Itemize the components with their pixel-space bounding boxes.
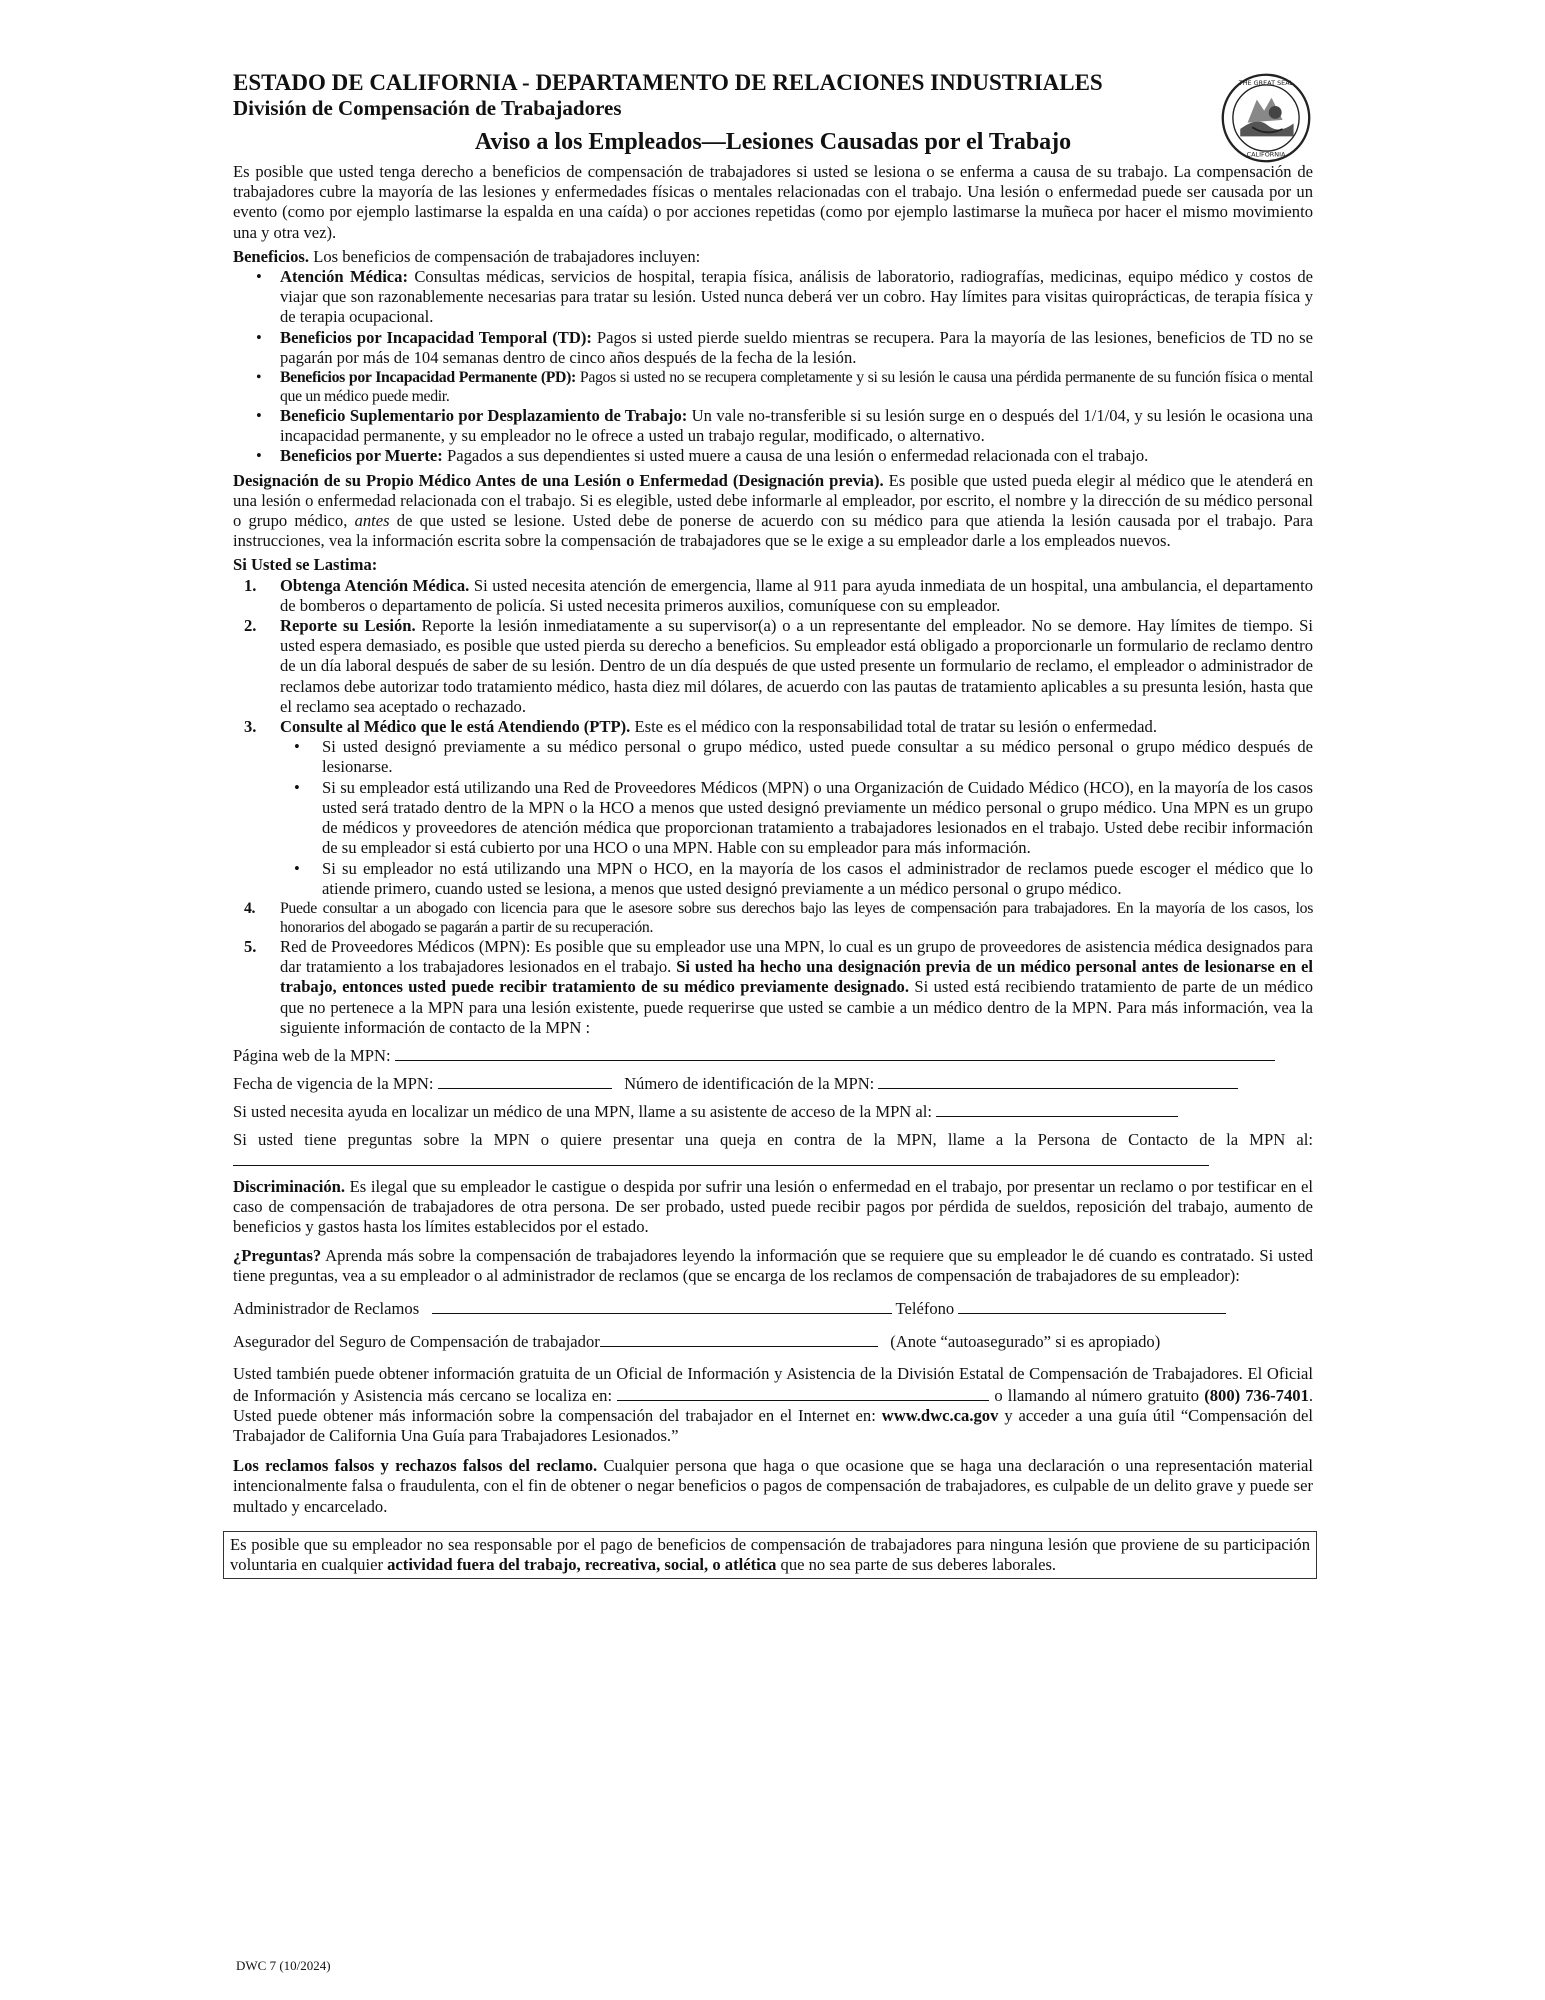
step-text: Si usted necesita atención de emergencia, llame al 911 para ayuda inmediata de un hospital, una ambulancia, el departamento de bomberos o departamento de policía. Si usted necesita primeros auxilios, comuníquese con su empleador. <box>280 575 1313 615</box>
agency-header: ESTADO DE CALIFORNIA - DEPARTAMENTO DE RELACIONES INDUSTRIALES <box>233 70 1103 95</box>
insurer-field[interactable] <box>600 1331 878 1347</box>
svg-text:THE GREAT SEAL: THE GREAT SEAL <box>1238 78 1294 87</box>
mpn-date-row <box>233 1073 1313 1094</box>
mpn-id-label: Número de identificación de la MPN: <box>624 1074 875 1094</box>
insurer-note: (Anote “autoasegurado” si es apropiado) <box>890 1332 1161 1352</box>
discrimination-heading: Discriminación. <box>233 1176 345 1196</box>
step-number: 1. <box>244 575 257 595</box>
ptp-bullet: • Si su empleador está utilizando una Red de Proveedores Médicos (MPN) o una Organización de Cuidado Médico (HCO), en la mayoría de los casos usted será tratado dentro de la MPN o la HCO a menos que usted designó previamente un médico personal o grupo médico. Una MPN es un grupo de médicos y proveedores de atención médica que proporcionan tratamiento a trabajadores lesionados en el trabajo. Usted debe recibir información de su empleador si está cubierto por una HCO o una MPN. Hable con su empleador para más información. <box>322 778 1313 859</box>
info-officer-text: . Usted puede obtener más información sobre la compensación del trabajador en el Internet en: <box>233 1385 1314 1425</box>
info-officer-phone: (800) 736-7401 <box>1204 1385 1309 1405</box>
box-text-part: que no sea parte de sus deberes laborales. <box>780 1554 1057 1574</box>
step-number: 3. <box>244 717 257 737</box>
step-item <box>244 936 1314 1038</box>
step-label: Obtenga Atención Médica. <box>280 575 470 595</box>
mpn-contact-label: Si usted tiene preguntas sobre la MPN o quiere presentar una queja en contra de la MPN, llame a la Persona de Contacto de la MPN al: <box>233 1129 1313 1149</box>
predesignation-emphasis: antes <box>354 511 390 531</box>
dwc-website-link[interactable]: www.dwc.ca.gov <box>881 1405 999 1425</box>
step-bold-text: Si usted ha hecho una designación previa de un médico personal antes de lesionarse en el trabajo, entonces usted puede recibir tratamiento de su médico previamente designado. <box>280 957 1313 997</box>
insurer-label: Asegurador del Seguro de Compensación de trabajador <box>233 1332 600 1352</box>
info-officer-text: Usted también puede obtener información gratuita de un Oficial de Información y Asistencia de la División Estatal de Compensación de Trabajadores. El Oficial de Información y Asistencia más cercano se localiza en: <box>233 1364 1313 1405</box>
questions-heading: ¿Preguntas? <box>233 1245 322 1265</box>
fraud-paragraph <box>233 1456 1313 1517</box>
mpn-date-field[interactable] <box>438 1073 612 1089</box>
claims-admin-field[interactable] <box>432 1298 892 1314</box>
benefit-item <box>280 406 1313 446</box>
benefits-heading: Beneficios. <box>233 246 310 266</box>
mpn-id-field[interactable] <box>878 1073 1238 1089</box>
questions-paragraph <box>233 1246 1313 1286</box>
benefit-label: Beneficios por Incapacidad Permanente (PD): <box>280 369 576 387</box>
mpn-website-row <box>233 1045 1313 1066</box>
questions-text: Aprenda más sobre la compensación de trabajadores leyendo la información que se requiere que su empleador le dé cuando es contratado. Si usted tiene preguntas, vea a su empleador o al administrador de reclamos (que se encarga de los reclamos de compensación de trabajadores de su empleador): <box>233 1245 1313 1285</box>
box-text-part: Es posible que su empleador no sea responsable por el pago de beneficios de compensación de trabajadores para ninguna lesión que proviene de su participación voluntaria en cualquier <box>230 1534 1310 1574</box>
mpn-access-field[interactable] <box>936 1101 1178 1117</box>
benefit-label: Atención Médica: <box>280 267 408 287</box>
mpn-contact-row <box>233 1130 1313 1171</box>
info-officer-location-field[interactable] <box>617 1385 989 1401</box>
predesignation-heading: Designación de su Propio Médico Antes de una Lesión o Enfermedad (Designación previa). <box>233 470 884 490</box>
step-item <box>244 717 1313 899</box>
intro-paragraph: Es posible que usted tenga derecho a beneficios de compensación de trabajadores si usted se lesiona o se enferma a causa de su trabajo. La compensación de trabajadores cubre la mayoría de las lesiones y enfermedades físicas o mentales relacionadas con el trabajo. Una lesión o enfermedad puede ser causada por un evento (como por ejemplo lastimarse la espalda en una caída) o por acciones repetidas (como por ejemplo lastimarse la muñeca por hacer el mismo movimiento una y otra vez). <box>233 162 1313 242</box>
step-item <box>244 899 1313 937</box>
benefit-label: Beneficio Suplementario por Desplazamiento de Trabajo: <box>280 406 688 426</box>
insurer-row <box>233 1331 1313 1352</box>
svg-text:CALIFORNIA: CALIFORNIA <box>1246 150 1286 159</box>
benefits-lead <box>233 247 1313 267</box>
if-injured-heading <box>233 555 1313 575</box>
ptp-bullet: • Si usted designó previamente a su médico personal o grupo médico, usted puede consultar a su médico personal o grupo médico después de lesionarse. <box>322 737 1313 777</box>
mpn-contact-field[interactable] <box>233 1150 1209 1166</box>
discrimination-text: Es ilegal que su empleador le castigue o despida por sufrir una lesión o enfermedad en el trabajo, por presentar un reclamo o por testificar en el caso de compensación de trabajadores de otra persona. De ser probado, usted puede recibir pagos por pérdida de sueldos, reposición del trabajo, aumento de beneficios y gastos hasta los límites establecidos por el estado. <box>233 1176 1313 1237</box>
step-label: Consulte al Médico que le está Atendiendo (PTP). <box>280 717 631 737</box>
notice-page <box>230 70 1314 1579</box>
recreational-activity-box <box>223 1531 1317 1579</box>
phone-label: Teléfono <box>895 1298 955 1318</box>
info-officer-paragraph <box>233 1364 1313 1446</box>
benefit-item <box>280 328 1313 368</box>
benefit-text: Consultas médicas, servicios de hospital, terapia física, análisis de laboratorio, radiografías, medicinas, equipo médico y costos de viajar que son razonablemente necesarias para tratar su lesión. Usted nunca deberá ver un cobro. Hay límites para visitas quiroprácticas, de terapia física y de terapia ocupacional. <box>280 267 1313 327</box>
steps-list <box>233 576 1313 1038</box>
step-item <box>244 616 1314 717</box>
claims-admin-row <box>233 1298 1313 1319</box>
step-item <box>244 575 1313 616</box>
step-text: Si usted está recibiendo tratamiento de parte de un médico que no pertenece a la MPN para una lesión existente, puede requerirse que usted se cambie a un médico dentro de la MPN. Para más información, vea la siguiente información de contacto de la MPN : <box>280 977 1314 1037</box>
step-number: 5. <box>244 936 257 956</box>
benefits-lead-text: Los beneficios de compensación de trabajadores incluyen: <box>313 246 701 266</box>
mpn-website-field[interactable] <box>395 1045 1275 1061</box>
info-officer-text: o llamando al número gratuito <box>994 1385 1200 1405</box>
benefit-item <box>280 368 1313 406</box>
mpn-access-label: Si usted necesita ayuda en localizar un médico de una MPN, llame a su asistente de acceso de la MPN al: <box>233 1102 933 1122</box>
form-number: DWC 7 (10/2024) <box>236 1958 331 1973</box>
step-text: Reporte la lesión inmediatamente a su supervisor(a) o a un representante del empleador. No se demore. Hay límites de tiempo. Si usted espera demasiado, es posible que usted pierda su derecho a beneficios. Su empleador está obligado a proporcionarle un formulario de reclamo dentro de un día laboral después de saber de su lesión. Dentro de un día después de que usted presente un formulario de reclamo, el empleador o administrador de reclamos debe autorizar todo tratamiento médico, hasta diez mil dólares, de acuerdo con las pautas de tratamiento aplicables a su presunta lesión, hasta que el reclamo sea aceptado o rechazado. <box>280 616 1314 716</box>
benefit-label: Beneficios por Incapacidad Temporal (TD): <box>280 327 592 347</box>
discrimination-paragraph <box>233 1177 1313 1238</box>
step-text: Este es el médico con la responsabilidad total de tratar su lesión o enfermedad. <box>634 717 1157 737</box>
predesignation-text: Es posible que usted pueda elegir al médico que le atenderá en una lesión o enfermedad relacionada con el trabajo. Si es elegible, usted debe informarle al empleador, por escrito, el nombre y la dirección de su médico personal o grupo médico, <box>233 470 1314 531</box>
step-text: Puede consultar a un abogado con licencia para que le asesore sobre sus derechos bajo las leyes de compensación para trabajadores. En la mayoría de los casos, los honorarios del abogado se pagarán a partir de su recuperación. <box>280 899 1313 936</box>
benefit-item <box>280 446 1313 466</box>
step-text: Red de Proveedores Médicos (MPN): Es posible que su empleador use una MPN, lo cual es un grupo de proveedores de asistencia médica designados para dar tratamiento a los trabajadores lesionados en el trabajo. <box>280 936 1313 977</box>
phone-field[interactable] <box>958 1298 1226 1314</box>
predesignation-paragraph <box>233 471 1313 552</box>
info-officer-text: y acceder a una guía útil “Compensación del Trabajador de California Una Guía para Trabajadores Lesionados.” <box>233 1405 1314 1445</box>
benefit-label: Beneficios por Muerte: <box>280 446 443 466</box>
ptp-bullets <box>280 737 1313 899</box>
claims-admin-label: Administrador de Reclamos <box>233 1298 420 1318</box>
step-number: 2. <box>244 616 257 636</box>
division-header: División de Compensación de Trabajadores <box>233 96 622 120</box>
mpn-date-label: Fecha de vigencia de la MPN: <box>233 1074 434 1094</box>
benefit-text: Pagos si usted pierde sueldo mientras se recupera. Para la mayoría de las lesiones, beneficios de TD no se pagarán por más de 104 semanas dentro de cinco años después de la fecha de la lesión. <box>280 327 1313 367</box>
if-injured-heading-text: Si Usted se Lastima: <box>233 555 378 575</box>
predesignation-text: de que usted se lesione. Usted debe de ponerse de acuerdo con su médico para que atienda la lesión causada por el trabajo. Para instrucciones, vea la información escrita sobre la compensación de trabajadores que se le exige a su empleador darle a los empleados nuevos. <box>233 511 1313 551</box>
benefit-text: Pagados a sus dependientes si usted muere a causa de una lesión o enfermedad relacionada con el trabajo. <box>446 446 1149 466</box>
box-text <box>230 1535 1310 1575</box>
benefit-item <box>280 267 1313 328</box>
page-title: Aviso a los Empleados—Lesiones Causadas por el Trabajo <box>474 129 1072 155</box>
benefits-list <box>233 267 1313 467</box>
step-number: 4. <box>244 899 256 917</box>
box-bold-text: actividad fuera del trabajo, recreativa, social, o atlética <box>387 1554 777 1574</box>
benefit-text: Pagos si usted no se recupera completamente y si su lesión le causa una pérdida permanente de su función física o mental que un médico puede medir. <box>280 369 1313 406</box>
step-label: Reporte su Lesión. <box>280 616 416 636</box>
mpn-access-row <box>233 1101 1313 1122</box>
fraud-heading: Los reclamos falsos y rechazos falsos del reclamo. <box>233 1456 598 1476</box>
benefit-text: Un vale no-transferible si su lesión surge en o después del 1/1/04, y su lesión le ocasiona una incapacidad permanente, y su empleador no le ofrece a usted un trabajo regular, modificado, o alternativo. <box>280 406 1314 446</box>
mpn-website-label: Página web de la MPN: <box>233 1045 391 1065</box>
fraud-text: Cualquier persona que haga o que ocasione que se haga una declaración o una representación material intencionalmente falsa o fraudulenta, con el fin de obtener o negar beneficios o pagos de compensación de trabajadores, es culpable de un delito grave y puede ser multado y encarcelado. <box>233 1456 1314 1516</box>
ptp-bullet: • Si su empleador no está utilizando una MPN o HCO, en la mayoría de los casos el administrador de reclamos puede escoger el médico que lo atiende primero, cuando usted se lesiona, a menos que usted designó previamente a un médico personal o grupo médico. <box>322 859 1313 899</box>
